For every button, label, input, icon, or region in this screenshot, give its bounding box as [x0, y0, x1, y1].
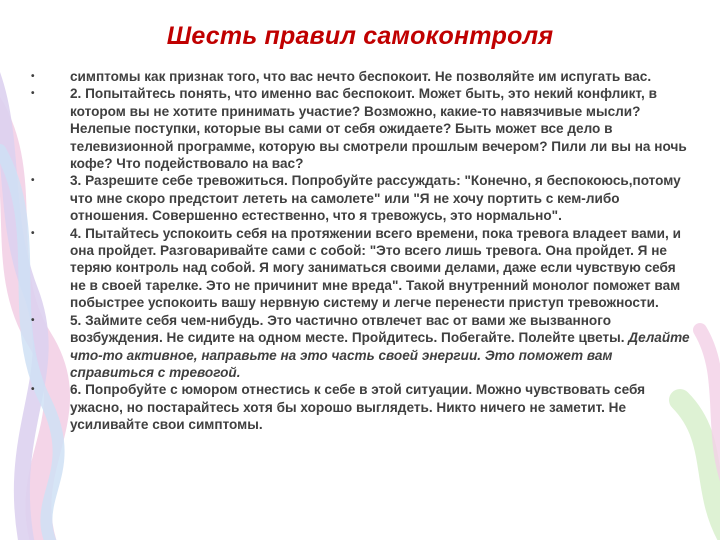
list-item: [31, 312, 691, 382]
list-item: [31, 172, 691, 224]
slide-title: Шесть правил самоконтроля: [166, 22, 554, 50]
bullet-icon: •: [31, 227, 35, 239]
bullet-icon: •: [31, 175, 35, 187]
rule-text: 6. Попробуйте с юмором отнестись к себе в этой ситуации. Можно чувствовать себя ужасно, но постарайтесь хотя бы хорошо выглядеть. Никто ничего не заметит. Не усиливайте свои симптомы.: [70, 382, 646, 433]
rule-text: 5. Займите себя чем-нибудь. Это частично отвлечет вас от вами же вызванного возбуждения. Не сидите на одном месте. Пройдитесь. Побегайте. Полейте цветы.: [70, 312, 629, 346]
list-item: [31, 68, 691, 85]
bullet-icon: •: [31, 71, 35, 82]
rules-list: [31, 68, 691, 434]
bullet-icon: •: [31, 88, 35, 100]
rule-text: 2. Попытайтесь понять, что именно вас беспокоит. Может быть, это некий конфликт, в котором вы не хотите принимать участие? Возможно, какие-то навязчивые мысли? Нелепые поступки, которые вы сами от себя ожидаете? Быть может все дело в телевизионной программе, которую вы смотрели прошлым вечером? Пили ли вы на ночь кофе? Что подействовало на вас?: [70, 86, 687, 172]
rule-text: симптомы как признак того, что вас нечто беспокоит. Не позволяйте им испугать вас.: [70, 69, 652, 84]
rule-text-italic: Делайте что-то активное, направьте на это часть своей энергии. Это поможет вам справиться с тревогой.: [70, 330, 690, 380]
bullet-icon: •: [31, 384, 35, 396]
rule-text: 4. Пытайтесь успокоить себя на протяжении всего времени, пока тревога владеет вами, и она пройдет. Разговаривайте сами с собой: "Это всего лишь тревога. Она пройдет. Я не теряю контроль над собой. Я могу заниматься своими делами, даже если чувствую себя не в своей тарелке. Это не причинит мне вреда". Такой внутренний монолог поможет вам побыстрее успокоить вашу нервную систему и легче перенести приступ тревожности.: [70, 225, 681, 311]
bullet-icon: •: [31, 314, 35, 326]
list-item: [31, 381, 691, 433]
list-item: [31, 85, 691, 172]
list-item: [31, 225, 691, 312]
rule-text: 3. Разрешите себе тревожиться. Попробуйте рассуждать: "Конечно, я беспокоюсь,потому что мне скоро предстоит лететь на самолете" или "Я не хочу портить с кем-либо отношения. Совершенно естественно, что я тревожусь, это нормально".: [70, 173, 681, 224]
